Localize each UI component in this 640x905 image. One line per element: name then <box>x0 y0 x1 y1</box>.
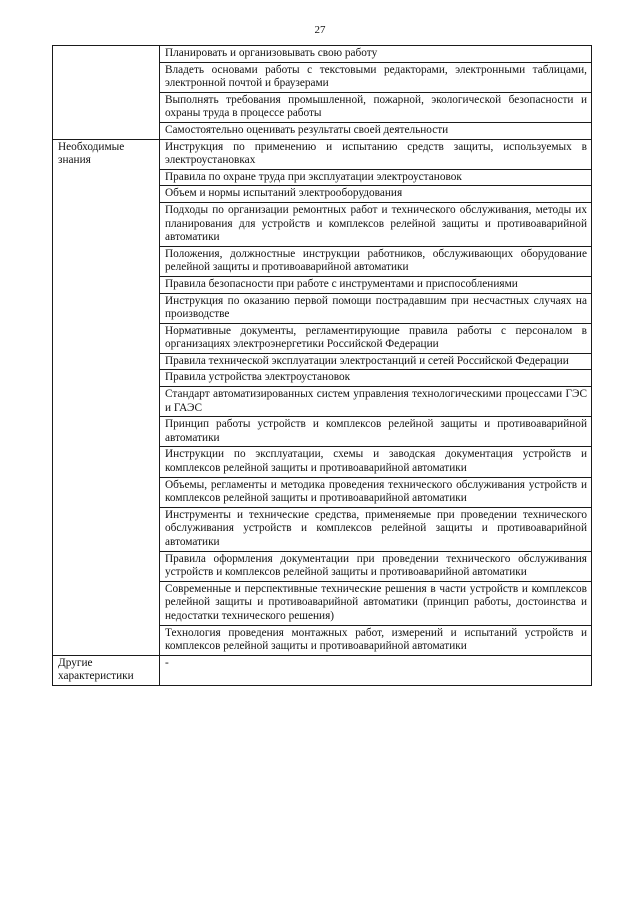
table-row <box>53 139 592 169</box>
table-cell: Правила технической эксплуатации электростанций и сетей Российской Федерации <box>160 353 592 370</box>
table-cell: Владеть основами работы с текстовыми редакторами, электронными таблицами, электронной почтой и браузерами <box>160 62 592 92</box>
other-characteristics-label: Другие характеристики <box>53 655 160 685</box>
table-cell: Принцип работы устройств и комплексов релейной защиты и противоаварийной автоматики <box>160 417 592 447</box>
table-row <box>53 655 592 685</box>
table-cell: Самостоятельно оценивать результаты своей деятельности <box>160 122 592 139</box>
table-cell: Положения, должностные инструкции работников, обслуживающих оборудование релейной защиты и противоаварийной автоматики <box>160 246 592 276</box>
table-cell: Выполнять требования промышленной, пожарной, экологической безопасности и охраны труда в процессе работы <box>160 92 592 122</box>
table-cell: Технология проведения монтажных работ, измерений и испытаний устройств и комплексов релейной защиты и противоаварийной автоматики <box>160 625 592 655</box>
table-cell: Инструкция по оказанию первой помощи пострадавшим при несчастных случаях на производстве <box>160 293 592 323</box>
table-cell: Правила по охране труда при эксплуатации электроустановок <box>160 169 592 186</box>
table-cell: Нормативные документы, регламентирующие правила работы с персоналом в организациях электроэнергетики Российской Федерации <box>160 323 592 353</box>
table-cell: Объемы, регламенты и методика проведения технического обслуживания устройств и комплексов релейной защиты и противоаварийной автоматики <box>160 477 592 507</box>
page-number: 27 <box>314 24 326 36</box>
table-cell: Подходы по организации ремонтных работ и технического обслуживания, методы их планирования для устройств и комплексов релейной защиты и противоаварийной автоматики <box>160 202 592 246</box>
table-cell: Инструкция по применению и испытанию средств защиты, используемых в электроустановках <box>160 139 592 169</box>
table-cell: Правила устройства электроустановок <box>160 370 592 387</box>
knowledge-label: Необходимые знания <box>53 139 160 655</box>
table-cell: Правила безопасности при работе с инструментами и приспособлениями <box>160 276 592 293</box>
other-characteristics-value: - <box>160 655 592 685</box>
table-cell: Инструменты и технические средства, применяемые при проведении технического обслуживания устройств и комплексов релейной защиты и противоаварийной автоматики <box>160 507 592 551</box>
table-row <box>53 46 592 63</box>
table-cell: Правила оформления документации при проведении технического обслуживания устройств и комплексов релейной защиты и противоаварийной автоматики <box>160 551 592 581</box>
table-cell: Стандарт автоматизированных систем управления технологическими процессами ГЭС и ГАЭС <box>160 387 592 417</box>
row-label-empty <box>53 46 160 140</box>
table-cell: Инструкции по эксплуатации, схемы и заводская документация устройств и комплексов релейной защиты и противоаварийной автоматики <box>160 447 592 477</box>
table-cell: Современные и перспективные технические решения в части устройств и комплексов релейной защиты и противоаварийной автоматики (принцип работы, достоинства и недостатки технического решения) <box>160 581 592 625</box>
document-table <box>52 45 592 686</box>
table-cell: Планировать и организовывать свою работу <box>160 46 592 63</box>
table-cell: Объем и нормы испытаний электрооборудования <box>160 186 592 203</box>
